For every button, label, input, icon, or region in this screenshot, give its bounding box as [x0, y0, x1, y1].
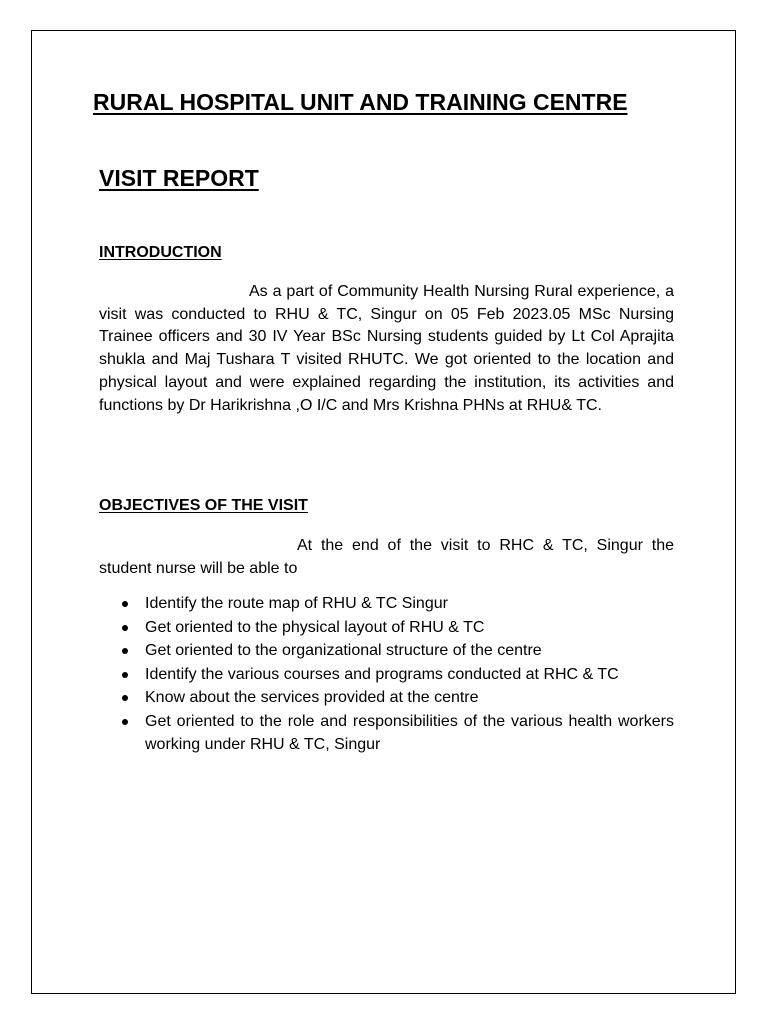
- objectives-text: At the end of the visit to RHC & TC, Singur the student nurse will be able to: [99, 537, 674, 577]
- list-item: Get oriented to the role and responsibilities of the various health workers working under RHU & TC, Singur: [99, 710, 674, 757]
- list-item: Get oriented to the physical layout of RHU & TC: [99, 616, 674, 640]
- objectives-paragraph: [99, 535, 674, 580]
- list-item: Identify the various courses and programs conducted at RHC & TC: [99, 663, 674, 687]
- objectives-heading: OBJECTIVES OF THE VISIT: [99, 497, 308, 514]
- document-title: RURAL HOSPITAL UNIT AND TRAINING CENTRE: [93, 89, 628, 115]
- list-item: Know about the services provided at the centre: [99, 686, 674, 710]
- document-subtitle: VISIT REPORT: [99, 165, 259, 191]
- list-item: Get oriented to the organizational structure of the centre: [99, 639, 674, 663]
- introduction-text: As a part of Community Health Nursing Rural experience, a visit was conducted to RHU & TC, Singur on 05 Feb 2023.05 MSc Nursing Trainee officers and 30 IV Year BSc Nursing students guided by Lt Col Aprajita shukla and Maj Tushara T visited RHUTC. We got oriented to the location and physical layout and were explained regarding the institution, its activities and functions by Dr Harikrishna ,O I/C and Mrs Krishna PHNs at RHU& TC.: [99, 283, 674, 414]
- introduction-heading: INTRODUCTION: [99, 244, 222, 261]
- list-item: Identify the route map of RHU & TC Singur: [99, 592, 674, 616]
- introduction-paragraph: [99, 281, 674, 417]
- objectives-list: [99, 592, 674, 757]
